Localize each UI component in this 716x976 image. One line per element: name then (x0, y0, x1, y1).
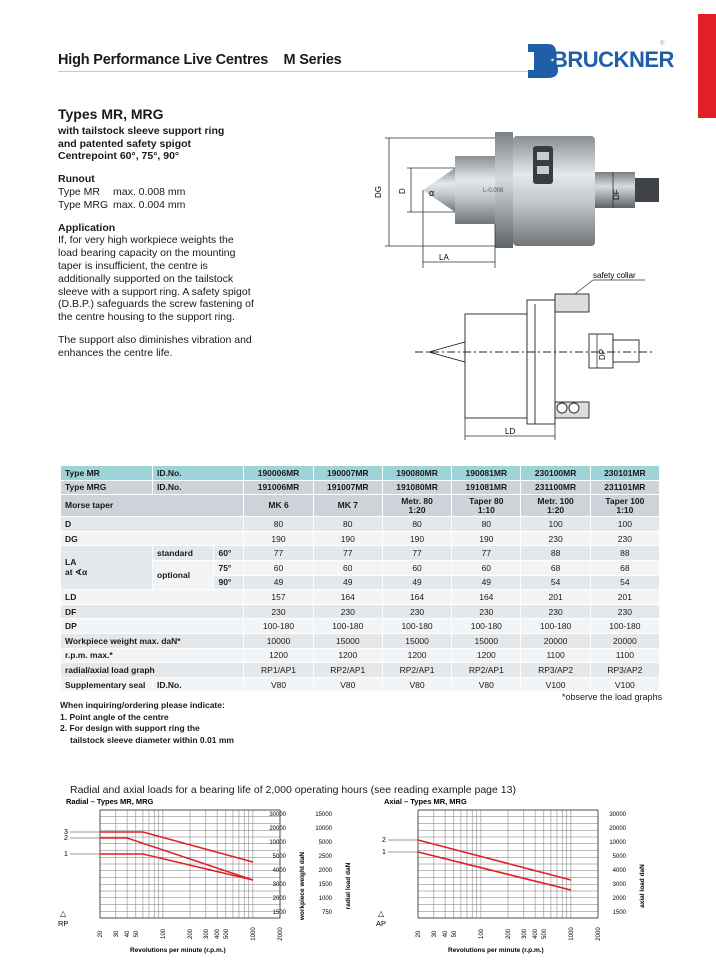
axial-tick-label: 20000 (609, 826, 626, 832)
radial-load-tick-label: 10000 (315, 826, 332, 832)
table-cell: V80 (452, 677, 521, 692)
table-cell: 77 (313, 546, 382, 561)
table-cell: 230 (590, 604, 659, 619)
table-cell: 60 (313, 560, 382, 575)
radial-load-tick-label: 2000 (318, 868, 332, 874)
graph-title: Axial – Types MR, MRG (384, 797, 467, 806)
sectional-drawing (415, 294, 655, 424)
graph-base-label: AP (376, 919, 387, 928)
table-cell: 190006MR (244, 466, 313, 481)
x-tick-label: 300 (521, 928, 528, 940)
table-cell: 201 (521, 590, 590, 605)
table-cell: 230100MR (521, 466, 590, 481)
table-cell: 230 (244, 604, 313, 619)
table-row-morse (61, 495, 660, 517)
table-cell: 190080MR (382, 466, 451, 481)
table-row-ld (61, 590, 660, 605)
row-label: D (61, 517, 244, 532)
workpiece-tick-label: 5000 (272, 854, 286, 860)
table-cell: 49 (382, 575, 451, 590)
table-cell: 100-180 (382, 619, 451, 634)
graph-base-label: RP (58, 919, 69, 928)
table-cell: 100-180 (521, 619, 590, 634)
types-title: Types MR, MRG (58, 106, 164, 122)
df-label: DF (612, 189, 621, 200)
table-cell: 1200 (244, 648, 313, 663)
row-sublabel: 60° (214, 546, 244, 561)
load-curve (418, 840, 571, 880)
table-row-weight (61, 633, 660, 648)
table-row-dg (61, 531, 660, 546)
subtitle-line: with tailstock sleeve support ring (58, 124, 225, 137)
table-cell: V100 (590, 677, 659, 692)
d-label: D (398, 188, 407, 194)
dg-label: DG (374, 186, 383, 198)
table-cell: 230 (313, 604, 382, 619)
table-cell: 88 (590, 546, 659, 561)
table-cell: V100 (521, 677, 590, 692)
subtitle-line: Centrepoint 60°, 75°, 90° (58, 150, 180, 163)
application-line: taper is insufficient, the centre is (58, 259, 208, 272)
table-cell: 20000 (521, 633, 590, 648)
application-line: additionally supported on the tailstock (58, 272, 234, 285)
table-cell: 190 (382, 531, 451, 546)
x-axis-label: Revolutions per minute (r.p.m.) (448, 947, 544, 954)
dp-label: DP (598, 348, 607, 360)
la-label: LA (439, 253, 449, 262)
table-cell: 190007MR (313, 466, 382, 481)
x-tick-label: 1000 (568, 927, 575, 941)
table-cell: RP3/AP2 (521, 663, 590, 678)
table-cell: 68 (521, 560, 590, 575)
table-cell: Metr. 80 1:20 (382, 495, 451, 517)
table-row-rpm (61, 648, 660, 663)
table-cell: 231101MR (590, 480, 659, 495)
row-label: Type MR (61, 466, 153, 481)
runout-mrg: Type MRG max. 0.004 mm (58, 198, 186, 211)
table-cell: 164 (452, 590, 521, 605)
axial-tick-label: 4000 (612, 868, 626, 874)
row-sublabel: standard (153, 546, 214, 561)
order-note: When inquiring/ordering please indicate: 1. Point angle of the centre 2. For design with support ring the tailstock sleeve diameter within 0.01 mm (60, 700, 234, 745)
x-tick-label: 300 (203, 928, 210, 940)
load-curve (100, 854, 253, 880)
application-line: enhances the centre life. (58, 346, 173, 359)
svg-text:L-0.008: L-0.008 (483, 188, 504, 194)
table-cell: 100-180 (452, 619, 521, 634)
table-cell: 60 (244, 560, 313, 575)
x-tick-label: 200 (188, 928, 194, 940)
row-label: ID.No. (153, 677, 244, 692)
table-cell: V80 (382, 677, 451, 692)
table-cell: 164 (313, 590, 382, 605)
axial-tick-label: 1500 (612, 910, 626, 916)
table-cell: 191080MR (382, 480, 451, 495)
table-cell: 157 (244, 590, 313, 605)
x-tick-label: 1000 (250, 927, 257, 941)
row-label: Supplementary seal (61, 677, 153, 692)
row-label: ID.No. (153, 480, 244, 495)
table-cell: 68 (590, 560, 659, 575)
table-cell: 80 (452, 517, 521, 532)
x-tick-label: 50 (133, 930, 140, 938)
x-tick-label: 200 (506, 928, 512, 940)
table-cell: 88 (521, 546, 590, 561)
intro-section (58, 108, 358, 360)
table-cell: 190 (244, 531, 313, 546)
x-tick-label: 500 (541, 928, 548, 940)
row-label: LD (61, 590, 244, 605)
page-title: High Performance Live Centres M Series (58, 52, 342, 68)
x-tick-label: 400 (533, 928, 540, 940)
axial-tick-label: 5000 (612, 854, 626, 860)
table-cell: 77 (244, 546, 313, 561)
table-cell: MK 6 (244, 495, 313, 517)
axial-tick-label: 3000 (612, 882, 626, 888)
table-cell: 49 (313, 575, 382, 590)
axial-tick-label: 10000 (609, 840, 626, 846)
x-tick-label: 400 (215, 928, 222, 940)
workpiece-tick-label: 4000 (272, 868, 286, 874)
table-row-seal (61, 677, 660, 692)
table-cell: 230 (452, 604, 521, 619)
row-label: r.p.m. max.* (61, 648, 244, 663)
x-tick-label: 100 (478, 928, 485, 940)
table-cell: RP2/AP1 (382, 663, 451, 678)
table-cell: 1100 (590, 648, 659, 663)
table-cell: 190 (313, 531, 382, 546)
table-row-type-mrg (61, 480, 660, 495)
table-cell: 191081MR (452, 480, 521, 495)
radial-load-tick-label: 5000 (318, 840, 332, 846)
table-cell: 1100 (521, 648, 590, 663)
runout-mr: Type MR max. 0.008 mm (58, 185, 186, 198)
radial-load-tick-label: 1500 (318, 882, 332, 888)
runout-title: Runout (58, 173, 95, 186)
application-line: load bearing capacity on the mounting (58, 247, 236, 260)
graph-caption: Radial and axial loads for a bearing life of 2,000 operating hours (see reading example page 13) (70, 784, 516, 796)
table-cell: 230101MR (590, 466, 659, 481)
table-cell: 15000 (382, 633, 451, 648)
table-cell: 15000 (452, 633, 521, 648)
row-label: Type MRG (61, 480, 153, 495)
workpiece-tick-label: 2000 (272, 896, 286, 902)
row-label: Workpiece weight max. daN* (61, 633, 244, 648)
table-row-dp (61, 619, 660, 634)
table-cell: 80 (244, 517, 313, 532)
spec-table (60, 465, 660, 692)
table-cell: 100 (590, 517, 659, 532)
workpiece-tick-label: 30000 (269, 812, 286, 818)
table-cell: 191007MR (313, 480, 382, 495)
x-tick-label: 30 (431, 930, 438, 938)
curve-label: 1 (382, 849, 386, 856)
table-cell: Taper 80 1:10 (452, 495, 521, 517)
table-cell: Taper 100 1:10 (590, 495, 659, 517)
subtitle-line: and patented safety spigot (58, 137, 192, 150)
table-cell: 230 (590, 531, 659, 546)
workpiece-axis-label: workpiece weight daN (299, 851, 306, 921)
row-label: DP (61, 619, 244, 634)
x-tick-label: 20 (98, 930, 104, 938)
table-cell: MK 7 (313, 495, 382, 517)
table-cell: RP2/AP1 (313, 663, 382, 678)
table-cell: 60 (452, 560, 521, 575)
table-cell: 100 (521, 517, 590, 532)
radial-load-tick-label: 2500 (318, 854, 332, 860)
x-tick-label: 2000 (596, 927, 602, 941)
table-cell: RP3/AP2 (590, 663, 659, 678)
table-row-type-mr (61, 466, 660, 481)
graph-title: Radial – Types MR, MRG (66, 797, 154, 806)
table-cell: 191006MR (244, 480, 313, 495)
alpha-label: α (429, 188, 435, 198)
axial-load-axis-label: axial load daN (639, 864, 646, 908)
table-cell: 164 (382, 590, 451, 605)
table-cell: 230 (521, 531, 590, 546)
curve-label: 2 (382, 837, 386, 844)
table-cell: 10000 (244, 633, 313, 648)
table-cell: V80 (313, 677, 382, 692)
row-label: DF (61, 604, 244, 619)
radial-load-tick-label: 15000 (315, 812, 332, 818)
table-cell: 190081MR (452, 466, 521, 481)
row-sublabel: optional (153, 560, 214, 589)
table-cell: 49 (244, 575, 313, 590)
application-title: Application (58, 221, 116, 234)
x-tick-label: 20 (416, 930, 422, 938)
row-label: DG (61, 531, 244, 546)
row-sublabel: 75° (214, 560, 244, 575)
table-row-graph (61, 663, 660, 678)
application-line: If, for very high workpiece weights the (58, 234, 234, 247)
table-cell: 60 (382, 560, 451, 575)
table-row-df (61, 604, 660, 619)
technical-drawing (375, 128, 705, 453)
graph-marker: △ (378, 909, 385, 918)
table-cell: V80 (244, 677, 313, 692)
section-tab (698, 14, 716, 118)
table-cell: 49 (452, 575, 521, 590)
x-tick-label: 30 (113, 930, 120, 938)
live-centre-photo (423, 132, 659, 248)
brand-registered-mark: ® (660, 41, 665, 47)
workpiece-tick-label: 1500 (272, 910, 286, 916)
x-axis-label: Revolutions per minute (r.p.m.) (130, 947, 226, 954)
table-row-d (61, 517, 660, 532)
application-line: The support also diminishes vibration and (58, 333, 252, 346)
application-line: (D.B.P.) safeguards the screw fastening of (58, 298, 254, 311)
curve-label: 2 (64, 835, 68, 842)
radial-load-tick-label: 1000 (318, 896, 332, 902)
radial-load-tick-label: 750 (321, 910, 332, 916)
x-tick-label: 40 (125, 930, 132, 938)
x-tick-label: 500 (223, 928, 230, 940)
workpiece-tick-label: 20000 (269, 826, 286, 832)
table-cell: 100-180 (313, 619, 382, 634)
row-label: radial/axial load graph (61, 663, 244, 678)
table-cell: 54 (521, 575, 590, 590)
brand-name: BRUCKNER (552, 47, 674, 72)
table-cell: 1200 (452, 648, 521, 663)
table-cell: 1200 (382, 648, 451, 663)
table-cell: 80 (313, 517, 382, 532)
table-cell: 77 (382, 546, 451, 561)
x-tick-label: 50 (451, 930, 458, 938)
table-cell: 15000 (313, 633, 382, 648)
application-line: the centre housing to the support ring. (58, 311, 235, 324)
table-cell: RP1/AP1 (244, 663, 313, 678)
table-row-la-60 (61, 546, 660, 561)
x-tick-label: 2000 (278, 927, 284, 941)
curve-label: 1 (64, 851, 68, 858)
table-cell: 230 (521, 604, 590, 619)
table-cell: 190 (452, 531, 521, 546)
table-cell: 231100MR (521, 480, 590, 495)
x-tick-label: 100 (160, 928, 167, 940)
curve-label: 3 (64, 829, 68, 836)
observe-note: *observe the load graphs (562, 692, 663, 702)
ld-label: LD (505, 427, 516, 436)
table-cell: 80 (382, 517, 451, 532)
axial-tick-label: 30000 (609, 812, 626, 818)
workpiece-tick-label: 10000 (269, 840, 286, 846)
row-sublabel: 90° (214, 575, 244, 590)
table-cell: Metr. 100 1:20 (521, 495, 590, 517)
workpiece-tick-label: 3000 (272, 882, 286, 888)
row-label: Morse taper (61, 495, 244, 517)
load-graphs (50, 796, 660, 966)
header-rule (58, 71, 538, 72)
application-line: sleeve with a support ring. A safety spigot (58, 285, 251, 298)
table-cell: 77 (452, 546, 521, 561)
table-cell: 54 (590, 575, 659, 590)
x-tick-label: 40 (443, 930, 450, 938)
table-cell: 100-180 (590, 619, 659, 634)
table-cell: RP2/AP1 (452, 663, 521, 678)
axial-tick-label: 2000 (612, 896, 626, 902)
table-cell: 100-180 (244, 619, 313, 634)
graph-marker: △ (60, 909, 67, 918)
load-curve (100, 838, 253, 880)
row-label: LA at ∢α (61, 546, 153, 590)
radial-load-axis-label: radial load daN (345, 862, 352, 910)
row-label: ID.No. (153, 466, 244, 481)
table-cell: 230 (382, 604, 451, 619)
table-cell: 201 (590, 590, 659, 605)
table-cell: 20000 (590, 633, 659, 648)
table-cell: 1200 (313, 648, 382, 663)
safety-collar-label: safety collar (593, 271, 636, 280)
